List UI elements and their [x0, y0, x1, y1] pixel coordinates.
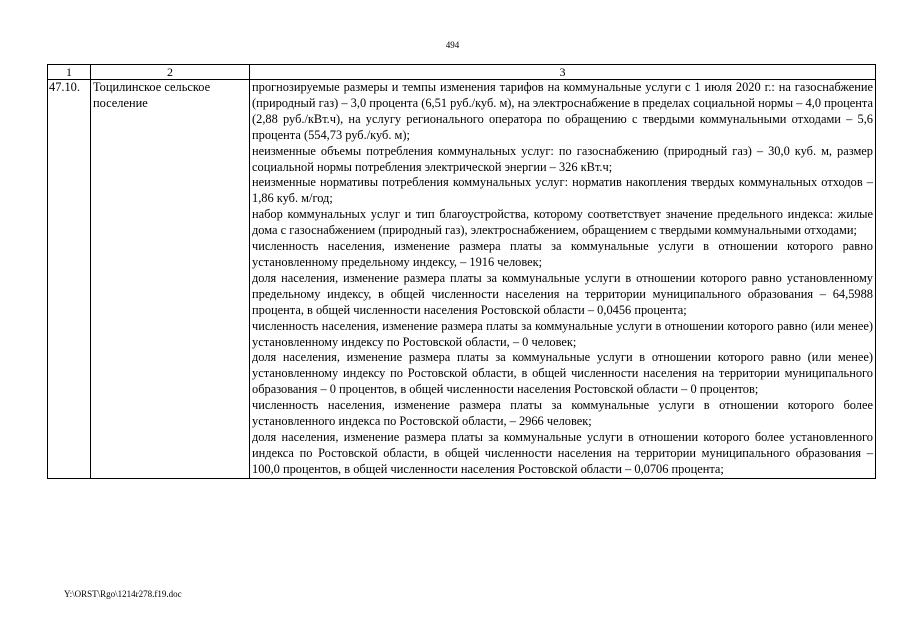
- share-below-index-paragraph: доля населения, изменение размера платы за коммунальные услуги в отношении которого равно (или менее) установленному индексу по Ростовской области, в общей численности населения на территории муниципального образования – 0 процентов, в общей численности населения Ростовской области – 0 процентов;: [252, 350, 873, 397]
- population-equal-limit-paragraph: численность населения, изменение размера платы за коммунальные услуги в отношении которого равно установленному предельному индексу, – 1916 человек;: [252, 239, 873, 269]
- page-number: 494: [445, 40, 460, 50]
- population-above-index-paragraph: численность населения, изменение размера платы за коммунальные услуги в отношении которого более установленного индекса по Ростовской области, – 2966 человек;: [252, 398, 873, 429]
- table-header-row: [48, 65, 876, 80]
- header-col-3: 3: [250, 65, 876, 80]
- population-below-index-paragraph: численность населения, изменение размера платы за коммунальные услуги в отношении которого равно (или менее) установленному индексу по Ростовской области, – 0 человек;: [252, 318, 873, 349]
- settlement-name: Тоцилинское сельское поселение: [91, 80, 250, 479]
- row-number: 47.10.: [48, 80, 91, 479]
- footer-file-path: Y:\ORST\Rgo\1214r278.f19.doc: [64, 589, 182, 599]
- tariff-forecast-paragraph: прогнозируемые размеры и темпы изменения тарифов на коммунальные услуги с 1 июля 2020 г.: на газоснабжение (природный газ) – 3,0 процента (6,51 руб./куб. м), на электроснабжение в пределах социальной нормы – 4,0 процента (2,88 руб./кВт.ч), на услугу регионального оператора по обращению с твердыми коммунальными отходами – 5,6 процента (554,73 руб./куб. м);: [252, 80, 873, 142]
- share-equal-limit-paragraph: доля населения, изменение размера платы за коммунальные услуги в отношении которого равно установленному предельному индексу, в общей численности населения на территории муниципального образования – 64,5988 процента, в общей численности населения Ростовской области – 0,0456 процента;: [252, 270, 873, 317]
- tariff-table: [47, 64, 876, 479]
- header-col-2: 2: [91, 65, 250, 80]
- consumption-volumes-paragraph: неизменные объемы потребления коммунальных услуг: по газоснабжению (природный газ) – 30,0 куб. м, размер социальной нормы потребления электрической энергии – 326 кВт.ч;: [252, 143, 873, 174]
- share-above-index-paragraph: доля населения, изменение размера платы за коммунальные услуги в отношении которого более установленного индекса по Ростовской области, в общей численности населения на территории муниципального образования – 100,0 процентов, в общей численности населения Ростовской области – 0,0706 процента;: [252, 429, 873, 476]
- table-row: [48, 80, 876, 479]
- row-description: [250, 80, 876, 479]
- header-col-1: 1: [48, 65, 91, 80]
- consumption-norms-paragraph: неизменные нормативы потребления коммунальных услуг: норматив накопления твердых коммунальных отходов – 1,86 куб. м/год;: [252, 175, 873, 206]
- services-set-paragraph: набор коммунальных услуг и тип благоустройства, которому соответствует значение предельного индекса: жилые дома с газоснабжением (природный газ), электроснабжением, обращением с твердыми коммунальными отходами;: [252, 207, 873, 238]
